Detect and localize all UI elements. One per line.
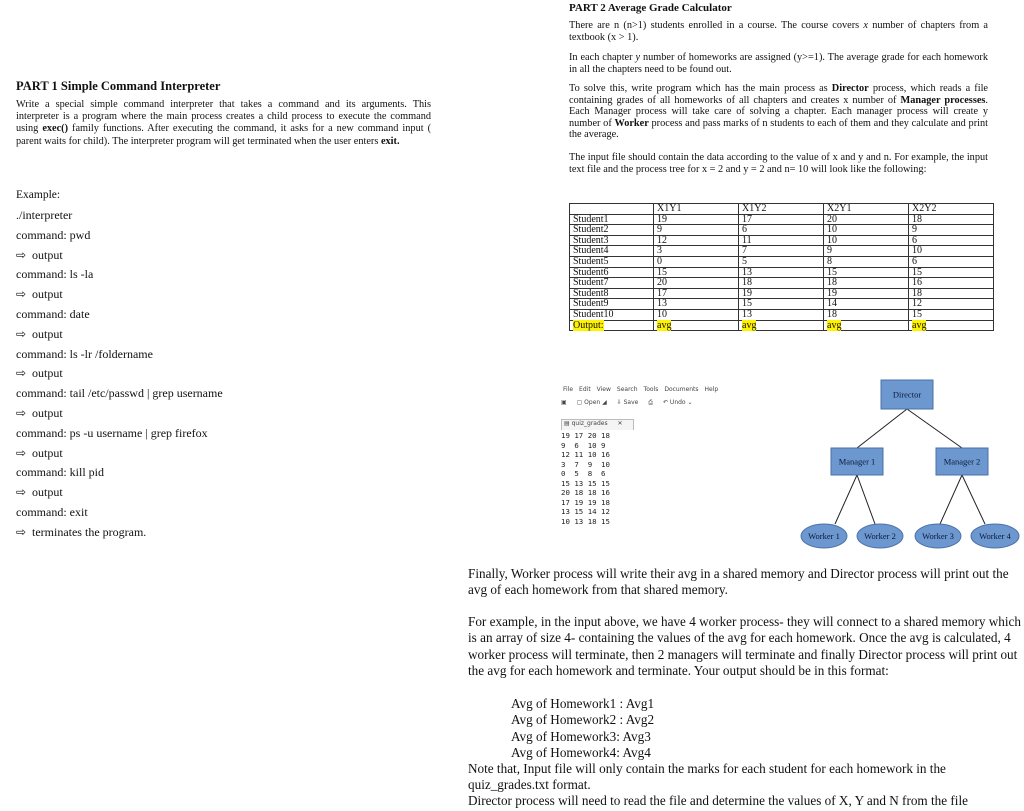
table-cell: 13 bbox=[739, 309, 824, 320]
table-cell: 8 bbox=[824, 256, 909, 267]
table-cell: 11 bbox=[739, 235, 824, 246]
part1-title: PART 1 Simple Command Interpreter bbox=[16, 79, 221, 93]
example-text: command: ls -lr /foldername bbox=[16, 346, 153, 361]
new-document-icon[interactable]: ▣ bbox=[561, 399, 567, 406]
table-cell: avg bbox=[909, 320, 994, 331]
table-cell: 13 bbox=[739, 267, 824, 278]
text-editor-screenshot bbox=[559, 381, 741, 549]
example-command-line bbox=[16, 208, 72, 223]
table-cell: 18 bbox=[909, 214, 994, 225]
example-output-line bbox=[16, 485, 63, 500]
table-cell: 7 bbox=[739, 246, 824, 257]
table-cell: 9 bbox=[654, 225, 739, 236]
final-para2: For example, in the input above, we have 4 worker process- they will connect to a shared memory which is an array of size 4- containing the values of the avg for each homework. Once the avg is calculated, 4 worker process will terminate, then 2 managers will terminate and finally Director process will print out the avg for each homework and terminate. Your output should be in this format: bbox=[468, 614, 1021, 679]
table-cell: 18 bbox=[824, 278, 909, 289]
example-text: output bbox=[32, 366, 63, 381]
table-row bbox=[570, 299, 994, 310]
table-cell: Student2 bbox=[570, 225, 654, 236]
example-text: command: ls -la bbox=[16, 267, 94, 282]
part2-title: PART 2 Average Grade Calculator bbox=[569, 2, 732, 14]
table-cell: 6 bbox=[739, 225, 824, 236]
table-cell: 15 bbox=[909, 267, 994, 278]
arrow-icon: ⇨ bbox=[16, 406, 27, 420]
part2-para3: To solve this, write program which has the main process as Director process, which reads a file containing grades of all homeworks of all chapters and creates x number of Manager processes. Each Manager process will take care of solving a chapter. Each manager process will create y number of Worker process and pass marks of n students to each of them and they calculate and print the average. bbox=[569, 83, 988, 141]
example-text: command: kill pid bbox=[16, 465, 104, 480]
table-output-row bbox=[570, 320, 994, 331]
tree-node-label: Manager 1 bbox=[838, 456, 876, 467]
table-cell: 10 bbox=[909, 246, 994, 257]
menu-item-search[interactable]: Search bbox=[616, 386, 638, 393]
example-label: Example: bbox=[16, 189, 61, 201]
arrow-icon: ⇨ bbox=[16, 485, 27, 500]
example-output-line bbox=[16, 248, 63, 263]
example-text: command: tail /etc/passwd | grep username bbox=[16, 386, 223, 401]
arrow-icon: ⇨ bbox=[16, 524, 27, 539]
example-command-line bbox=[16, 347, 153, 362]
table-cell: 10 bbox=[654, 309, 739, 320]
table-cell: 15 bbox=[654, 267, 739, 278]
arrow-icon: ⇨ bbox=[16, 287, 27, 302]
table-cell bbox=[570, 204, 654, 215]
table-cell: Student7 bbox=[570, 278, 654, 289]
example-output-line bbox=[16, 406, 63, 421]
table-cell: 18 bbox=[739, 278, 824, 289]
tree-edge bbox=[940, 475, 962, 524]
note-input-file: Note that, Input file will only contain the marks for each student for each homework in the quiz_grades.txt format. bbox=[468, 761, 946, 793]
editor-toolbar bbox=[561, 399, 741, 413]
process-tree bbox=[795, 376, 1024, 551]
example-command-line bbox=[16, 426, 208, 441]
tree-edge bbox=[857, 475, 875, 524]
tree-node-label: Worker 3 bbox=[922, 531, 954, 541]
table-row bbox=[570, 309, 994, 320]
table-cell: 17 bbox=[654, 288, 739, 299]
table-cell: avg bbox=[824, 320, 909, 331]
tree-node-label: Worker 1 bbox=[808, 531, 840, 541]
arrow-icon: ⇨ bbox=[16, 445, 27, 460]
part1-description: Write a special simple command interpreter that takes a command and its arguments. This interpreter is a program where the main process creates a child process to execute the command using exec() family functions. After executing the command, it asks for a new command input ( parent waits for child). The interpreter program will get terminated when the user enters exit. bbox=[16, 99, 432, 147]
example-text: output bbox=[32, 326, 63, 341]
menu-item-file[interactable]: File bbox=[563, 386, 574, 393]
example-text: command: exit bbox=[16, 505, 88, 519]
arrow-icon: ⇨ bbox=[16, 366, 27, 381]
open-label: Open bbox=[584, 399, 601, 406]
example-command-line bbox=[16, 267, 93, 282]
avg-line: Avg of Homework3: Avg3 bbox=[511, 728, 651, 744]
example-text: terminates the program. bbox=[32, 524, 147, 539]
table-cell: Student4 bbox=[570, 246, 654, 257]
note-director: Director process will need to read the file and determine the values of X, Y and N from the file bbox=[468, 793, 968, 808]
table-cell: 15 bbox=[739, 299, 824, 310]
table-cell: 6 bbox=[909, 235, 994, 246]
tree-node-label: Manager 2 bbox=[943, 456, 981, 467]
table-row bbox=[570, 278, 994, 289]
table-cell: 18 bbox=[909, 288, 994, 299]
example-text: output bbox=[32, 485, 63, 500]
table-cell: 12 bbox=[909, 299, 994, 310]
example-output-line bbox=[16, 366, 63, 381]
table-cell: 5 bbox=[739, 256, 824, 267]
example-output-line bbox=[16, 287, 63, 302]
table-cell: Student9 bbox=[570, 299, 654, 310]
table-row bbox=[570, 288, 994, 299]
table-row bbox=[570, 225, 994, 236]
example-command-line bbox=[16, 465, 104, 480]
example-command-line bbox=[16, 386, 223, 401]
table-cell: Output: bbox=[570, 320, 654, 331]
table-cell: 19 bbox=[739, 288, 824, 299]
table-cell: 16 bbox=[909, 278, 994, 289]
example-output-line bbox=[16, 525, 146, 540]
arrow-icon: ⇨ bbox=[16, 326, 27, 341]
table-cell: Student6 bbox=[570, 267, 654, 278]
tree-node-label: Worker 4 bbox=[979, 531, 1011, 541]
grades-table bbox=[569, 203, 994, 331]
table-cell: 9 bbox=[909, 225, 994, 236]
table-cell: 9 bbox=[824, 246, 909, 257]
tree-node-label: Worker 2 bbox=[864, 531, 896, 541]
table-cell: Student10 bbox=[570, 309, 654, 320]
print-icon[interactable]: ⎙ bbox=[648, 399, 654, 406]
table-cell: 15 bbox=[824, 267, 909, 278]
table-cell: 6 bbox=[909, 256, 994, 267]
table-cell: 20 bbox=[654, 278, 739, 289]
save-button[interactable]: ⇩ Save bbox=[616, 399, 639, 406]
table-cell: 18 bbox=[824, 309, 909, 320]
table-cell: 15 bbox=[909, 309, 994, 320]
arrow-icon: ⇨ bbox=[16, 247, 27, 262]
table-cell: 19 bbox=[824, 288, 909, 299]
example-output-line bbox=[16, 327, 63, 342]
table-cell: Student5 bbox=[570, 256, 654, 267]
table-cell: X2Y1 bbox=[824, 204, 909, 215]
table-cell: avg bbox=[739, 320, 824, 331]
editor-file-content[interactable]: 19 17 20 18 9 6 10 9 12 11 10 16 3 7 9 10 0 5 8 6 15 13 15 15 20 18 18 16 17 19 19 18 13 15 14 12 10 13 18 15 bbox=[561, 431, 610, 526]
undo-button[interactable]: ↶ Undo ⌄ bbox=[662, 399, 693, 406]
tab-label: quiz_grades bbox=[571, 420, 608, 427]
tree-edge bbox=[962, 475, 985, 524]
example-output-line bbox=[16, 446, 63, 461]
editor-menubar bbox=[563, 386, 724, 393]
table-row bbox=[570, 267, 994, 278]
example-text: command: date bbox=[16, 307, 90, 321]
table-header-row bbox=[570, 204, 994, 215]
table-row bbox=[570, 256, 994, 267]
tree-edge bbox=[857, 409, 907, 448]
table-cell: 20 bbox=[824, 214, 909, 225]
example-text: output bbox=[32, 406, 63, 420]
avg-line: Avg of Homework4: Avg4 bbox=[511, 745, 651, 761]
table-cell: X1Y2 bbox=[739, 204, 824, 215]
part2-para1: There are n (n>1) students enrolled in a course. The course covers x number of chapters from a textbook (x > 1). bbox=[569, 20, 989, 43]
table-cell: 19 bbox=[654, 214, 739, 225]
menu-item-documents[interactable]: Documents bbox=[664, 386, 699, 393]
table-cell: X2Y2 bbox=[909, 204, 994, 215]
table-cell: X1Y1 bbox=[654, 204, 739, 215]
table-cell: 12 bbox=[654, 235, 739, 246]
file-icon: ▤ bbox=[564, 420, 570, 427]
table-row bbox=[570, 214, 994, 225]
example-text: output bbox=[32, 247, 63, 262]
table-cell: 10 bbox=[824, 225, 909, 236]
table-cell: Student3 bbox=[570, 235, 654, 246]
table-row bbox=[570, 246, 994, 257]
part2-para2: In each chapter y number of homeworks are assigned (y>=1). The average grade for each homework in all the chapters need to be found out. bbox=[569, 52, 988, 75]
menu-item-view[interactable]: View bbox=[596, 386, 611, 393]
table-cell: 3 bbox=[654, 246, 739, 257]
menu-item-help[interactable]: Help bbox=[704, 386, 719, 393]
part2-para4: The input file should contain the data according to the value of x and y and n. For example, the input text file and the process tree for x = 2 and y = 2 and n= 10 will look like the following: bbox=[569, 152, 988, 175]
table-cell: 17 bbox=[739, 214, 824, 225]
table-row bbox=[570, 235, 994, 246]
table-cell: 10 bbox=[824, 235, 909, 246]
example-command-line bbox=[16, 228, 90, 243]
tree-edge bbox=[835, 475, 857, 524]
tab-quiz-grades[interactable] bbox=[561, 419, 634, 430]
example-command-line bbox=[16, 505, 88, 520]
tree-node-label: Director bbox=[892, 389, 922, 400]
menu-item-edit[interactable]: Edit bbox=[579, 386, 591, 393]
table-cell: 14 bbox=[824, 299, 909, 310]
table-cell: Student8 bbox=[570, 288, 654, 299]
tree-edge bbox=[907, 409, 962, 448]
avg-line: Avg of Homework1 : Avg1 bbox=[511, 696, 655, 711]
example-text: ./interpreter bbox=[16, 208, 73, 222]
example-text: command: ps -u username | grep firefox bbox=[16, 425, 208, 440]
table-cell: 13 bbox=[654, 299, 739, 310]
final-para1: Finally, Worker process will write their avg in a shared memory and Director process will print out the avg of each homework from that shared memory. bbox=[468, 566, 1009, 598]
open-button[interactable]: ▢ Open ◢ bbox=[576, 399, 607, 406]
table-cell: 0 bbox=[654, 256, 739, 267]
undo-label: Undo bbox=[669, 399, 686, 406]
example-text: output bbox=[32, 445, 63, 460]
menu-item-tools[interactable]: Tools bbox=[643, 386, 659, 393]
save-label: Save bbox=[623, 399, 639, 406]
close-icon[interactable]: ✕ bbox=[617, 420, 623, 427]
example-command-line bbox=[16, 307, 90, 322]
table-cell: avg bbox=[654, 320, 739, 331]
example-text: output bbox=[32, 287, 63, 302]
example-text: command: pwd bbox=[16, 227, 91, 242]
table-cell: Student1 bbox=[570, 214, 654, 225]
avg-line: Avg of Homework2 : Avg2 bbox=[511, 712, 655, 728]
